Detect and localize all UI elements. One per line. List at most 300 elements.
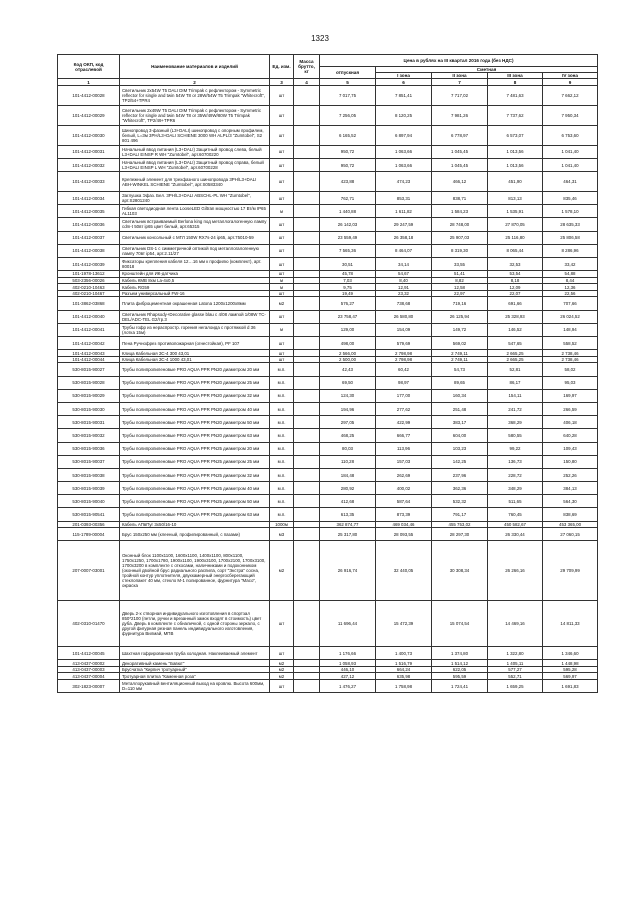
cell-price: 446,10 bbox=[320, 666, 376, 673]
cell-price: 2 738,46 bbox=[543, 350, 598, 357]
cell-code: 530-8015-90037 bbox=[58, 455, 120, 468]
cell-price: 28 297,30 bbox=[432, 528, 488, 541]
col-number: 5 bbox=[320, 79, 376, 86]
cell-price: 1 045,45 bbox=[432, 145, 488, 158]
cell-price: 23 559,49 bbox=[320, 231, 376, 244]
cell-mass bbox=[294, 402, 320, 415]
cell-price: 8 065,44 bbox=[488, 244, 543, 257]
cell-unit: м.п. bbox=[270, 389, 294, 402]
header-unit: Ед. изм. bbox=[270, 55, 294, 79]
table-row bbox=[58, 528, 598, 541]
cell-price: 150,80 bbox=[543, 455, 598, 468]
cell-price: 2 665,25 bbox=[488, 350, 543, 357]
cell-code: 101-4412-00032 bbox=[58, 158, 120, 171]
cell-name: Брус 150х250 мм (клееный, профилированный, с пазами) bbox=[120, 528, 270, 541]
cell-name: Плита фиброцементная окрашенная Latona 1200х1200х8мм bbox=[120, 297, 270, 310]
header-zone-3: III зона bbox=[488, 73, 543, 79]
cell-code: 101-4412-00043 bbox=[58, 350, 120, 357]
cell-price: 149,72 bbox=[432, 323, 488, 336]
cell-code: 101-4412-00044 bbox=[58, 356, 120, 363]
cell-mass bbox=[294, 257, 320, 270]
cell-price: 400,02 bbox=[376, 482, 432, 495]
cell-unit: шт bbox=[270, 191, 294, 204]
cell-price: 406,18 bbox=[543, 416, 598, 429]
cell-price: 28 635,33 bbox=[543, 218, 598, 231]
cell-name: Кронштейн для ИК-датчика bbox=[120, 271, 270, 278]
cell-price: 7 737,62 bbox=[488, 106, 543, 126]
cell-price: 1 659,25 bbox=[488, 679, 543, 692]
cell-price: 1 758,98 bbox=[376, 679, 432, 692]
cell-name: Оконный блок 1100х1100, 1600х1100, 1400х1100, 800х1100, 1750х1250, 1700х1780, 1900х1100, 1900х3100, 1700х2100, 1700х3100, 1700х3200 в комплекте с откосами, наличниками и подоконником (оконный двойной брус радиального распила, сорт "Экстра" сосна, тройной контур уплотнителя, двухкамерный энергосберегающий стеклопакет 40 мм, стекло М-1 полированное, фурнитура "Масо", окраска bbox=[120, 541, 270, 600]
header-code: Код ОКП, код отраслевой bbox=[58, 55, 120, 79]
cell-code: 101-1978-13612 bbox=[58, 271, 120, 278]
cell-price: 12,58 bbox=[432, 284, 488, 291]
cell-name: Трубы полипропиленовые PRO AQUA PPR PN25 диаметром 20 мм bbox=[120, 442, 270, 455]
cell-code: 302-1823-00007 bbox=[58, 679, 120, 692]
table-row bbox=[58, 429, 598, 442]
cell-price: 450 582,67 bbox=[488, 521, 543, 528]
cell-price: 547,65 bbox=[488, 337, 543, 350]
cell-price: 129,00 bbox=[320, 323, 376, 336]
cell-price: 1 514,12 bbox=[432, 660, 488, 667]
cell-unit: м2 bbox=[270, 666, 294, 673]
cell-unit: шт bbox=[270, 290, 294, 297]
cell-price: 28 748,00 bbox=[432, 218, 488, 231]
cell-price: 25 116,80 bbox=[488, 231, 543, 244]
cell-price: 30 308,34 bbox=[432, 541, 488, 600]
cell-price: 412,68 bbox=[320, 495, 376, 508]
cell-price: 1 013,56 bbox=[488, 145, 543, 158]
cell-unit: м.п. bbox=[270, 495, 294, 508]
cell-price: 760,45 bbox=[488, 508, 543, 521]
cell-unit: м.п. bbox=[270, 468, 294, 481]
cell-price: 455 753,02 bbox=[432, 521, 488, 528]
cell-price: 194,96 bbox=[320, 402, 376, 415]
cell-unit: м.п. bbox=[270, 455, 294, 468]
cell-price: 950,72 bbox=[320, 145, 376, 158]
cell-price: 564,30 bbox=[543, 495, 598, 508]
cell-price: 2 566,00 bbox=[320, 350, 376, 357]
cell-unit: шт bbox=[270, 257, 294, 270]
cell-price: 384,13 bbox=[543, 482, 598, 495]
cell-price: 1 346,60 bbox=[543, 647, 598, 660]
cell-price: 1 400,73 bbox=[376, 647, 432, 660]
cell-price: 8 319,30 bbox=[432, 244, 488, 257]
cell-unit: м2 bbox=[270, 541, 294, 600]
table-row bbox=[58, 205, 598, 218]
col-number: 9 bbox=[543, 79, 598, 86]
cell-price: 22,97 bbox=[432, 290, 488, 297]
cell-price: 738,68 bbox=[376, 297, 432, 310]
cell-price: 791,17 bbox=[432, 508, 488, 521]
cell-unit: шт bbox=[270, 231, 294, 244]
table-row bbox=[58, 521, 598, 528]
cell-price: 8,82 bbox=[432, 277, 488, 284]
cell-price: 52,81 bbox=[488, 363, 543, 376]
cell-price: 587,64 bbox=[376, 495, 432, 508]
cell-name: Трубы полипропиленовые PRO AQUA PPR PN20 диаметром 40 мм bbox=[120, 402, 270, 415]
cell-code: 530-8015-90038 bbox=[58, 468, 120, 481]
cell-unit: м2 bbox=[270, 660, 294, 667]
table-row bbox=[58, 310, 598, 323]
cell-mass bbox=[294, 455, 320, 468]
cell-name: Трубы полипропиленовые PRO AQUA PPR PN25 диаметром 40 мм bbox=[120, 482, 270, 495]
cell-price: 6 573,07 bbox=[488, 126, 543, 146]
cell-price: 577,27 bbox=[488, 666, 543, 673]
cell-price: 1 041,40 bbox=[543, 145, 598, 158]
cell-mass bbox=[294, 521, 320, 528]
cell-mass bbox=[294, 376, 320, 389]
table-row bbox=[58, 86, 598, 106]
col-number: 4 bbox=[294, 79, 320, 86]
cell-mass bbox=[294, 389, 320, 402]
cell-mass bbox=[294, 528, 320, 541]
cell-code: 207-0007-03001 bbox=[58, 541, 120, 600]
cell-price: 422,99 bbox=[376, 416, 432, 429]
cell-unit: м.п. bbox=[270, 363, 294, 376]
cell-name: Трубы полипропиленовые PRO AQUA PPR PN25 диаметром 63 мм bbox=[120, 508, 270, 521]
cell-price: 1 374,80 bbox=[432, 647, 488, 660]
cell-unit: шт bbox=[270, 158, 294, 171]
cell-price: 42,43 bbox=[320, 363, 376, 376]
cell-price: 25 328,93 bbox=[488, 310, 543, 323]
cell-price: 1 584,23 bbox=[432, 205, 488, 218]
cell-price: 950,72 bbox=[320, 158, 376, 171]
cell-name: Пена Ручнофрез противопожарная (огнестойкая), PF 107 bbox=[120, 337, 270, 350]
cell-price: 2 665,25 bbox=[488, 356, 543, 363]
col-number: 6 bbox=[376, 79, 432, 86]
cell-mass bbox=[294, 126, 320, 146]
cell-unit: шт bbox=[270, 126, 294, 146]
cell-code: 101-4412-00029 bbox=[58, 106, 120, 126]
page-number: 1323 bbox=[311, 34, 329, 43]
cell-price: 124,30 bbox=[320, 389, 376, 402]
cell-price: 719,16 bbox=[432, 297, 488, 310]
header-zone-2: II зона bbox=[432, 73, 488, 79]
cell-price: 595,28 bbox=[543, 666, 598, 673]
cell-price: 7 017,75 bbox=[320, 86, 376, 106]
cell-price: 54,73 bbox=[432, 363, 488, 376]
cell-code: 413-0437-00004 bbox=[58, 673, 120, 680]
cell-price: 19,49 bbox=[320, 290, 376, 297]
cell-price: 7 851,41 bbox=[376, 86, 432, 106]
cell-code: 530-8015-90541 bbox=[58, 508, 120, 521]
cell-price: 26 580,80 bbox=[376, 310, 432, 323]
cell-unit: м bbox=[270, 205, 294, 218]
cell-code: 530-8015-90032 bbox=[58, 429, 120, 442]
cell-code: 530-8015-90039 bbox=[58, 482, 120, 495]
table-row bbox=[58, 495, 598, 508]
cell-price: 7 662,12 bbox=[543, 86, 598, 106]
cell-price: 9,75 bbox=[320, 284, 376, 291]
cell-price: 7,03 bbox=[320, 277, 376, 284]
cell-unit: шт bbox=[270, 218, 294, 231]
cell-unit: шт bbox=[270, 647, 294, 660]
header-wholesale: отпускная bbox=[320, 67, 376, 79]
cell-mass bbox=[294, 323, 320, 336]
cell-price: 595,59 bbox=[432, 673, 488, 680]
cell-price: 1 013,56 bbox=[488, 158, 543, 171]
cell-price: 348,29 bbox=[488, 482, 543, 495]
cell-code: 530-8015-90029 bbox=[58, 389, 120, 402]
cell-price: 707,66 bbox=[543, 297, 598, 310]
cell-price: 466,12 bbox=[432, 172, 488, 192]
cell-name: Светильник 2х54W T5 DALI DIM Trimpak с рефлектором - Symmetric reflector for single and twin 54W T8 or 28W/54W T5 Trimpak "Whitecroft", TP2/54+TPR4 bbox=[120, 86, 270, 106]
cell-price: 6 897,94 bbox=[376, 126, 432, 146]
cell-price: 29 247,59 bbox=[376, 218, 432, 231]
cell-price: 2 500,00 bbox=[320, 356, 376, 363]
cell-price: 146,52 bbox=[488, 323, 543, 336]
cell-price: 622,05 bbox=[432, 666, 488, 673]
cell-unit: шт bbox=[270, 106, 294, 126]
cell-mass bbox=[294, 218, 320, 231]
cell-mass bbox=[294, 284, 320, 291]
cell-price: 1 058,93 bbox=[320, 660, 376, 667]
cell-price: 22,07 bbox=[488, 290, 543, 297]
cell-name: Трубы полипропиленовые PRO AQUA PPR PN20 диаметром 20 мм bbox=[120, 363, 270, 376]
cell-price: 383,17 bbox=[432, 416, 488, 429]
cell-price: 110,28 bbox=[320, 455, 376, 468]
cell-unit: шт bbox=[270, 145, 294, 158]
cell-unit: шт bbox=[270, 350, 294, 357]
cell-price: 160,34 bbox=[432, 389, 488, 402]
cell-price: 691,66 bbox=[488, 297, 543, 310]
cell-price: 251,48 bbox=[432, 402, 488, 415]
cell-unit: м.п. bbox=[270, 482, 294, 495]
cell-unit: м bbox=[270, 323, 294, 336]
cell-price: 427,12 bbox=[320, 673, 376, 680]
cell-price: 237,96 bbox=[432, 468, 488, 481]
cell-name: Светильник 2х49W T5 DALI DIM Trimpak с рефлектором - Symmetric reflector for single and twin 54W T8 or 35W/49W/80W T5 Trimpak "Whitecroft", TP2/49+TPR6 bbox=[120, 106, 270, 126]
cell-price: 576,27 bbox=[320, 297, 376, 310]
cell-code: 530-8015-90040 bbox=[58, 495, 120, 508]
cell-mass bbox=[294, 244, 320, 257]
header-price-title: Цена в рублях на III квартал 2016 года (без НДС) bbox=[320, 55, 598, 67]
cell-price: 95,03 bbox=[543, 376, 598, 389]
table-row bbox=[58, 126, 598, 146]
cell-price: 98,97 bbox=[376, 376, 432, 389]
cell-unit: м bbox=[270, 284, 294, 291]
cell-code: 101-4412-00034 bbox=[58, 191, 120, 204]
cell-price: 89,65 bbox=[432, 376, 488, 389]
cell-price: 25 317,80 bbox=[320, 528, 376, 541]
cell-unit: м bbox=[270, 277, 294, 284]
cell-name: Клица Кабельная ЗС-4 300 43,01 bbox=[120, 350, 270, 357]
table-row bbox=[58, 218, 598, 231]
cell-mass bbox=[294, 416, 320, 429]
table-row bbox=[58, 455, 598, 468]
cell-price: 835,46 bbox=[543, 191, 598, 204]
cell-price: 169,97 bbox=[543, 389, 598, 402]
cell-price: 2 749,11 bbox=[432, 356, 488, 363]
cell-unit: шт bbox=[270, 337, 294, 350]
cell-price: 277,62 bbox=[376, 402, 432, 415]
cell-price: 664,24 bbox=[376, 666, 432, 673]
cell-price: 7 981,26 bbox=[432, 106, 488, 126]
cell-unit: шт bbox=[270, 679, 294, 692]
table-row bbox=[58, 158, 598, 171]
cell-price: 838,69 bbox=[543, 508, 598, 521]
cell-price: 266,59 bbox=[543, 402, 598, 415]
cell-price: 498,00 bbox=[320, 337, 376, 350]
cell-mass bbox=[294, 666, 320, 673]
cell-price: 604,00 bbox=[432, 429, 488, 442]
cell-mass bbox=[294, 482, 320, 495]
header-zone-4: IV зона bbox=[543, 73, 598, 79]
cell-name: Шинопровод 3-фазный (L3+DALI) шинопровод с опорным профилем, белый, L=3м 3PH/L3+DALI SCHIENE 3000 WH ALPL/3 "Zumtobel", S2 801 496 bbox=[120, 126, 270, 146]
cell-price: 579,69 bbox=[376, 337, 432, 350]
cell-price: 297,05 bbox=[320, 416, 376, 429]
table-row bbox=[58, 323, 598, 336]
cell-mass bbox=[294, 647, 320, 660]
cell-mass bbox=[294, 679, 320, 692]
cell-code: 101-4412-00035 bbox=[58, 205, 120, 218]
table-row bbox=[58, 106, 598, 126]
cell-price: 362,36 bbox=[432, 482, 488, 495]
cell-price: 33,42 bbox=[543, 257, 598, 270]
table-row bbox=[58, 468, 598, 481]
cell-price: 136,73 bbox=[488, 455, 543, 468]
cell-price: 569,02 bbox=[432, 337, 488, 350]
cell-code: 402-0210-10463 bbox=[58, 284, 120, 291]
cell-price: 86,17 bbox=[488, 376, 543, 389]
table-row bbox=[58, 402, 598, 415]
cell-code: 101-4412-00028 bbox=[58, 86, 120, 106]
col-number: 3 bbox=[270, 79, 294, 86]
cell-price: 15 472,39 bbox=[376, 600, 432, 646]
cell-price: 157,03 bbox=[376, 455, 432, 468]
cell-price: 177,00 bbox=[376, 389, 432, 402]
cell-unit: м2 bbox=[270, 297, 294, 310]
cell-price: 154,09 bbox=[376, 323, 432, 336]
table-row bbox=[58, 600, 598, 646]
cell-mass bbox=[294, 158, 320, 171]
table-row bbox=[58, 442, 598, 455]
cell-price: 813,13 bbox=[488, 191, 543, 204]
cell-mass bbox=[294, 145, 320, 158]
cell-price: 45,78 bbox=[320, 271, 376, 278]
cell-price: 23 758,47 bbox=[320, 310, 376, 323]
cell-price: 60,42 bbox=[376, 363, 432, 376]
cell-price: 7 256,05 bbox=[320, 106, 376, 126]
cell-unit: м.п. bbox=[270, 402, 294, 415]
cell-code: 101-4412-00031 bbox=[58, 145, 120, 158]
cell-name: Начальный ввод питания (L3+DALI) Защитный провод справа, белый L3+DALI EINSP L WH "Zumtobel", арт.60700228 bbox=[120, 158, 270, 171]
table-row bbox=[58, 660, 598, 667]
cell-price: 613,35 bbox=[320, 508, 376, 521]
cell-name: Гибкая светодиодная лента LooseLED Giltran мощностью 17 Вт/м IP65 AL1103 bbox=[120, 205, 270, 218]
cell-price: 12,36 bbox=[543, 284, 598, 291]
cell-mass bbox=[294, 600, 320, 646]
cell-price: 464,31 bbox=[543, 172, 598, 192]
cell-price: 7 950,34 bbox=[543, 106, 598, 126]
cell-mass bbox=[294, 541, 320, 600]
cell-name: Начальный ввод питания (L3+DALI) Защитный провод слева, белый L3+DALI EINSP R WH "Zumtobel", арт.60700220 bbox=[120, 145, 270, 158]
cell-price: 109,43 bbox=[543, 442, 598, 455]
cell-mass bbox=[294, 363, 320, 376]
cell-price: 154,11 bbox=[488, 389, 543, 402]
cell-price: 12,91 bbox=[376, 284, 432, 291]
cell-price: 1 535,91 bbox=[488, 205, 543, 218]
cell-mass bbox=[294, 350, 320, 357]
table-row bbox=[58, 647, 598, 660]
table-row bbox=[58, 284, 598, 291]
cell-price: 468,25 bbox=[320, 429, 376, 442]
cell-mass bbox=[294, 468, 320, 481]
cell-name: Заглушка Эфаз. Бел. 3PH/L3+DALI ABSCHL-PL WH "Zumtobel", арт.S2801240 bbox=[120, 191, 270, 204]
cell-price: 99,22 bbox=[488, 442, 543, 455]
cell-name: Кабель КМВ 8хм Lа-4х0,5 bbox=[120, 277, 270, 284]
col-number: 8 bbox=[488, 79, 543, 86]
table-row bbox=[58, 376, 598, 389]
cell-code: 413-0437-00003 bbox=[58, 666, 120, 673]
cell-name: Трубы полипропиленовые PRO AQUA PPR PN20 диаметром 32 мм bbox=[120, 389, 270, 402]
cell-price: 2 798,98 bbox=[376, 350, 432, 357]
cell-price: 32,53 bbox=[488, 257, 543, 270]
cell-mass bbox=[294, 86, 320, 106]
table-row bbox=[58, 290, 598, 297]
cell-price: 34,14 bbox=[376, 257, 432, 270]
table-row bbox=[58, 416, 598, 429]
cell-unit: м.п. bbox=[270, 442, 294, 455]
cell-name: Шахтная гофрированная труба холодная. Наклеиваемый элемент bbox=[120, 647, 270, 660]
cell-price: 54,67 bbox=[376, 271, 432, 278]
col-number: 7 bbox=[432, 79, 488, 86]
cell-price: 423,88 bbox=[320, 172, 376, 192]
table-row bbox=[58, 271, 598, 278]
cell-price: 184,48 bbox=[320, 468, 376, 481]
cell-price: 1 724,41 bbox=[432, 679, 488, 692]
cell-name: Брусчатка "Кирпич тротуарный" bbox=[120, 666, 270, 673]
cell-unit: шт bbox=[270, 271, 294, 278]
cell-price: 453 365,00 bbox=[543, 521, 598, 528]
cell-mass bbox=[294, 231, 320, 244]
cell-price: 838,71 bbox=[432, 191, 488, 204]
cell-price: 241,72 bbox=[488, 402, 543, 415]
table-row bbox=[58, 297, 598, 310]
cell-unit: шт bbox=[270, 600, 294, 646]
cell-price: 80,03 bbox=[320, 442, 376, 455]
cell-price: 1 440,88 bbox=[320, 205, 376, 218]
cell-price: 368,29 bbox=[488, 416, 543, 429]
cell-price: 7 481,63 bbox=[488, 86, 543, 106]
cell-price: 228,72 bbox=[488, 468, 543, 481]
cell-mass bbox=[294, 310, 320, 323]
cell-price: 26 266,16 bbox=[488, 541, 543, 600]
cell-price: 54,88 bbox=[543, 271, 598, 278]
cell-price: 666,77 bbox=[376, 429, 432, 442]
cell-price: 26 142,03 bbox=[320, 218, 376, 231]
cell-price: 1 045,45 bbox=[432, 158, 488, 171]
cell-name: Трубы полипропиленовые PRO AQUA PPR PN20 диаметром 25 мм bbox=[120, 376, 270, 389]
cell-unit: шт bbox=[270, 244, 294, 257]
cell-price: 1 516,79 bbox=[376, 660, 432, 667]
cell-name: Крепежный элемент для трехфазного шинопровода 3PH/L3+DALI ABH-WINKEL SCHIENE "Zumtobel", арт.S0583340 bbox=[120, 172, 270, 192]
cell-price: 474,23 bbox=[376, 172, 432, 192]
table-row bbox=[58, 337, 598, 350]
table-row bbox=[58, 508, 598, 521]
table-row bbox=[58, 482, 598, 495]
cell-name: Фиксаторы крепления кабеля 12…16 мм к профилю (комплект), арт. 80018 bbox=[120, 257, 270, 270]
cell-name: Трубы полипропиленовые PRO AQUA PPR PN20 диаметром 63 мм bbox=[120, 429, 270, 442]
cell-price: 7 717,02 bbox=[432, 86, 488, 106]
cell-mass bbox=[294, 673, 320, 680]
cell-code: 530-8015-90028 bbox=[58, 376, 120, 389]
cell-price: 148,94 bbox=[543, 323, 598, 336]
cell-name: Тротуарная плитка "Каменная роза" bbox=[120, 673, 270, 680]
cell-price: 469 034,46 bbox=[376, 521, 432, 528]
cell-price: 142,25 bbox=[432, 455, 488, 468]
